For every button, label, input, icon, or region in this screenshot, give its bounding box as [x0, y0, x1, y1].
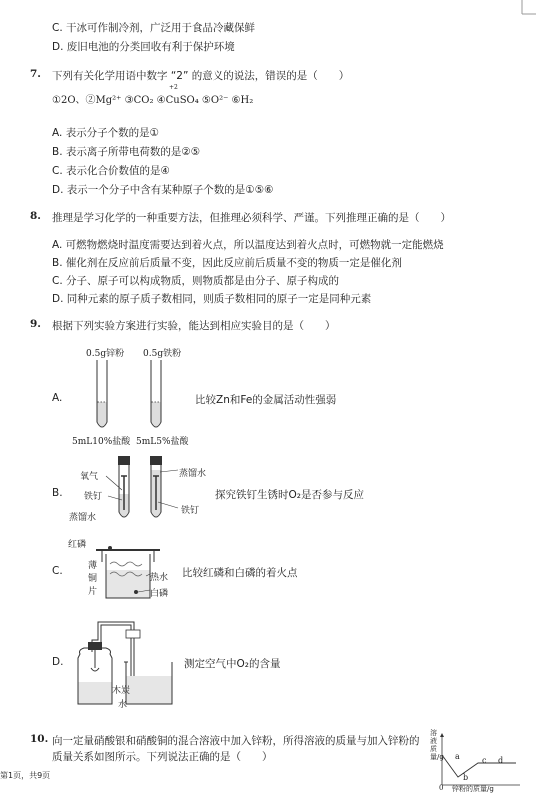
label-water-d: 水: [118, 700, 128, 710]
q9-stem: 根据下列实验方案进行实验，能达到相应实验目的是（ ）: [52, 320, 336, 332]
q10-stem-line1: 向一定量硝酸银和硝酸铜的混合溶液中加入锌粉，所得溶液的质量与加入锌粉的: [52, 735, 420, 747]
q10-number: 10.: [30, 733, 49, 745]
q10-graph-xlabel: 锌粉的质量/g: [452, 785, 494, 793]
label-water-2: 蒸馏水: [179, 469, 207, 479]
label-hot-water: 热水: [150, 573, 169, 583]
page-footer: 第1页，共9页: [0, 771, 51, 780]
q9-option-b-desc: 探究铁钉生锈时O₂是否参与反应: [215, 489, 364, 501]
page-corner-mark: [520, 0, 540, 20]
label-zn-powder: 0.5g锌粉: [86, 349, 125, 359]
q9-option-d-letter: D.: [52, 656, 64, 668]
q8-stem: 推理是学习化学的一种重要方法，但推理必须科学、严谨。下列推理正确的是（ ）: [52, 212, 451, 224]
label-nail-2: 铁钉: [181, 506, 200, 516]
q10-graph-point-c: c: [482, 756, 487, 765]
q10-graph-point-d: d: [498, 756, 504, 765]
label-acid-10pct: 5mL10%盐酸: [72, 437, 131, 447]
label-nail-1: 铁钉: [84, 492, 103, 502]
q8-option-b: B. 催化剂在反应前后质量不变，因此反应前后质量不变的物质一定是催化剂: [52, 257, 402, 269]
q10-graph-point-a: a: [455, 752, 460, 761]
label-acid-5pct: 5mL5%盐酸: [136, 437, 189, 447]
label-white-phosphorus: 白磷: [150, 589, 169, 599]
q7-option-c: C. 表示化合价数值的是④: [52, 165, 170, 177]
q8-option-a: A. 可燃物燃烧时温度需要达到着火点，所以温度达到着火点时，可燃物就一定能燃烧: [52, 239, 444, 251]
option-d-prev: D. 废旧电池的分类回收有利于保护环境: [52, 41, 235, 53]
q10-stem-line2: 质量关系如图所示。下列说法正确的是（ ）: [52, 751, 273, 763]
q7-number: 7.: [30, 68, 41, 80]
q10-graph-ylabel: 溶液质量/g: [430, 729, 444, 761]
label-copper-sheet: 薄 铜 片: [88, 561, 98, 597]
q8-option-c: C. 分子、原子可以构成物质，则物质都是由分子、原子构成的: [52, 275, 340, 287]
q8-option-d: D. 同种元素的原子质子数相同，则质子数相同的原子一定是同种元素: [52, 293, 372, 305]
q9-option-c-letter: C.: [52, 565, 63, 577]
q8-number: 8.: [30, 210, 41, 222]
q7-option-b: B. 表示离子所带电荷数的是②⑤: [52, 146, 201, 158]
rust-experiment-b-figure: [100, 456, 220, 526]
q7-option-d: D. 表示一个分子中含有某种原子个数的是①⑤⑥: [52, 184, 274, 196]
q9-number: 9.: [30, 318, 41, 330]
q7-valence-mark: +2: [169, 84, 178, 91]
label-oxygen: 氧气: [80, 472, 99, 482]
label-water-1: 蒸馏水: [69, 513, 97, 523]
q7-symbols: ①2O、②Mg²⁺ ③CO₂ ④CuSO₄ ⑤O²⁻ ⑥H₂: [52, 95, 254, 106]
q7-stem: 下列有关化学用语中数字 “2” 的意义的说法，错误的是（ ）: [52, 70, 350, 82]
q9-option-c-desc: 比较红磷和白磷的着火点: [182, 567, 298, 579]
q9-option-b-letter: B.: [52, 487, 63, 499]
q9-option-d-desc: 测定空气中O₂的含量: [184, 658, 281, 670]
option-c-prev: C. 干冰可作制冷剂，广泛用于食品冷藏保鲜: [52, 22, 256, 34]
q10-graph-origin: 0: [439, 784, 444, 792]
q9-option-a-desc: 比较Zn和Fe的金属活动性强弱: [195, 394, 337, 406]
q9-option-a-letter: A.: [52, 392, 63, 404]
ignition-point-c-figure: [96, 540, 186, 610]
label-red-phosphorus: 红磷: [68, 540, 87, 550]
label-fe-powder: 0.5g铁粉: [143, 349, 182, 359]
q10-graph-point-b: b: [463, 773, 469, 782]
test-tubes-a-figure: [85, 360, 205, 440]
q7-option-a: A. 表示分子个数的是①: [52, 127, 160, 139]
label-charcoal: 木炭: [112, 686, 131, 696]
